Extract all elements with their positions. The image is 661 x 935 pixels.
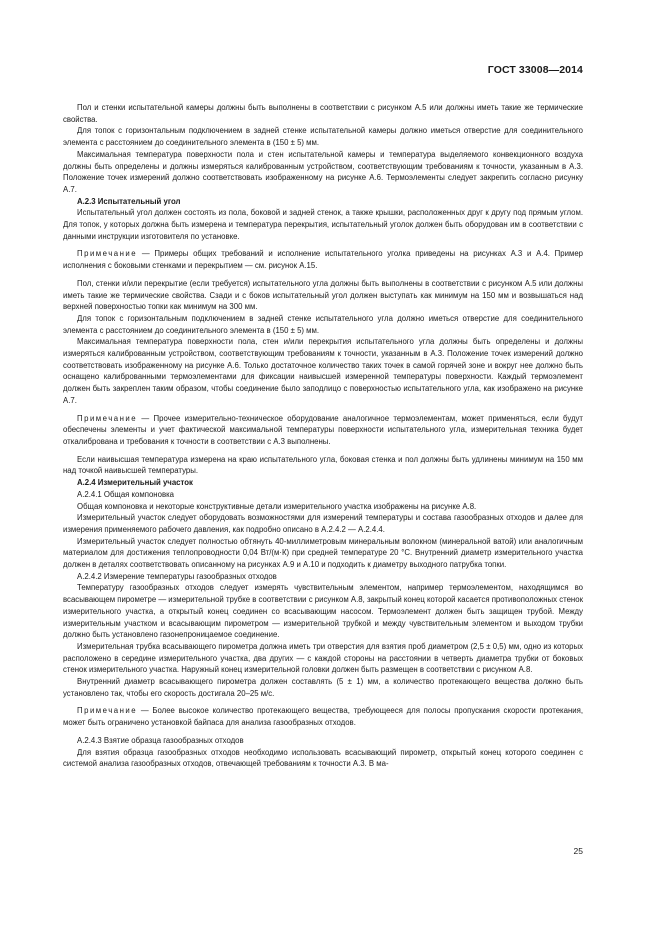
note-text: Примеры общих требований и исполнение испытательного уголка приведены на рисунках А.3 и А.4. Пример исполнения с боковыми стенками и перекрытием — см. рисунок А.15. (63, 249, 583, 271)
paragraph: Общая компоновка и некоторые конструктивные детали измерительного участка изображены на рисунке А.8. (77, 501, 477, 511)
note: Примечание — Более высокое количество протекающего вещества, требующееся для полосы пропускания скорости протекания, может быть ограничено установкой байпаса для анализа газообразных отходов. (63, 706, 583, 728)
note: Примечание — Прочее измерительно-техническое оборудование аналогичное термоэлементам, может применяться, если будут обеспечены элементы и учет фактической максимальной температуры поверхности испытательного угла, измерительная техника будет откалиброванa и требования к точности в соответствии с А.3 выполнены. (63, 413, 583, 446)
paragraph: Максимальная температура поверхности пола, стен и/или перекрытия испытательного угла должны быть определены и должны измеряться калиброванным устройством, соответствующим требованиям к точности, указанным в А.3. Положение точек измерений должно соответствовать изображенному на рисунке А.6. Только достаточное количество таких точек в самой горячей зоне и вокруг нее должно быть оснащено калиброванными термоэлементами для фиксации наивысшей измеренной температуры поверхности. Каждый термоэлемент должен быть закреплен таким образом, чтобы соединение было заподлицо с поверхностью испытательного угла, как изображено на рисунке А.7. (63, 337, 583, 405)
paragraph: Пол и стенки испытательной камеры должны быть выполнены в соответствии с рисунком А.5 или должны иметь такие же термические свойства. (63, 103, 583, 124)
subsection-heading: А.2.4.2 Измерение температуры газообразных отходов (77, 571, 277, 581)
page-number: 25 (573, 846, 583, 856)
paragraph: Пол, стенки и/или перекрытие (если требуется) испытательного угла должны быть выполнены в соответствии с рисунком А.5 или должны иметь такие же термические свойства. Сзади и с боков испытательный угол должен выступать как минимум на 150 мм и возвышаться над верхней поверхностью топки как минимум на 300 мм. (63, 278, 583, 312)
paragraph: Если наивысшая температура измерена на краю испытательного угла, боковая стенка и пол должны быть удлинены минимум на 150 мм над точкой наивысшей температуры. (63, 454, 583, 476)
standard-number: ГОСТ 33008—2014 (487, 64, 583, 76)
note: Примечание — Примеры общих требований и исполнение испытательного уголка приведены на рисунках А.3 и А.4. Пример исполнения с боковыми стенками и перекрытием — см. рисунок А.15. (63, 249, 583, 271)
subsection-heading: А.2.4.1 Общая компоновка (77, 489, 175, 499)
paragraph: Испытательный угол должен состоять из пола, боковой и задней стенок, а также крышки, расположенных друг к другу под прямым углом. Для топок, у которых должна быть измерена и температура перекрытия, испытательный уголок должен быть оборудован им в соответствии с данными инструкции изготовителя по установке. (63, 208, 583, 241)
section-heading: А.2.4 Измерительный участок (77, 478, 193, 488)
paragraph: Для топок с горизонтальным подключением в задней стенке испытательного угла должно иметься отверстие для соединительного элемента с расстоянием до соединительного элемента в (150 ± 5) мм. (63, 313, 583, 335)
note-label: Примечание (77, 706, 138, 716)
note-label: Примечание (77, 249, 138, 259)
paragraph: Для взятия образца газообразных отходов необходимо использовать всасывающий пирометр, открытый конец которого соединен с системой анализа газообразных отходов, отвечающей требованиям к точности А.3. В ма- (63, 747, 583, 769)
paragraph: Для топок с горизонтальным подключением в задней стенке испытательной камеры должно иметься отверстие для соединительного элемента с расстоянием до соединительного элемента в (150 ± 5) мм. (63, 126, 583, 148)
paragraph: Измерительный участок следует полностью обтянуть 40-миллиметровым минеральным волокном (минеральной ватой) или аналогичным материалом для достижения теплопроводности 0,04 Вт/(м·К) при средней температуре 20 °С. Внутренний диаметр измерительного участка должен в деталях соответствовать описанному на рисунках А.9 и А.10 и подходить к диаметру выходного патрубка топки. (63, 536, 583, 570)
body-text (63, 102, 583, 770)
section-heading: А.2.3 Испытательный угол (77, 196, 181, 206)
paragraph: Температуру газообразных отходов следует измерять чувствительным элементом, например термоэлементом, находящимся во всасывающем пирометре — измерительной трубке в соответствии с рисунком А.8, закрытый конец которой касается противоположных стенок измерительного участка, а открытый конец соединен со всасывающим насосом. Термоэлемент должен быть защищен трубой. Между измерительным участком и всасывающим пирометром — измерительной трубкой и между чувствительным элементом и выходом трубки должно быть установлено газонепроницаемое соединение. (63, 583, 583, 640)
paragraph: Максимальная температура поверхности пола и стен испытательной камеры и температура выделяемого конвекционного воздуха должны быть определены и должны измеряться калиброванным устройством, соответствующим требованиям к точности, указанным в А.3. Положение точек измерений должно соответствовать изображенному на рисунке А.6. Термоэлементы следует закрепить согласно рисунку А.7. (63, 149, 583, 194)
note-text: Более высокое количество протекающего вещества, требующееся для полосы пропускания скорости протекания, может быть ограничено установкой байпаса для анализа газообразных отходов. (63, 706, 583, 728)
paragraph: Измерительный участок следует оборудовать возможностями для измерений температуры и состава газообразных отходов и далее для измерения применяемого рабочего давления, как подробно описано в А.2.4.2 — А.2.4.4. (63, 513, 583, 534)
subsection-heading: А.2.4.3 Взятие образца газообразных отходов (77, 735, 244, 745)
paragraph: Измерительная трубка всасывающего пирометра должна иметь три отверстия для взятия проб диаметром (2,5 ± 0,5) мм, одно из которых расположено в середине измерительного участка, два других — с каждой стороны на расстоянии в четверть диаметра трубки от боковых стенок измерительного участка. Наружный конец измерительной головки должен быть размещен в соответствии с рисунком А.8. (63, 641, 583, 675)
note-text: Прочее измерительно-техническое оборудование аналогичное термоэлементам, может применяться, если будут обеспечены элементы и учет фактической максимальной температуры поверхности испытательного угла, измерительная техника будет откалиброванa и требования к точности в соответствии с А.3 выполнены. (63, 413, 583, 446)
note-label: Примечание (77, 413, 138, 423)
paragraph: Внутренний диаметр всасывающего пирометра должен составлять (5 ± 1) мм, а количество протекающего вещества должно быть установлено так, чтобы его скорость достигала 20–25 м/с. (63, 677, 583, 698)
